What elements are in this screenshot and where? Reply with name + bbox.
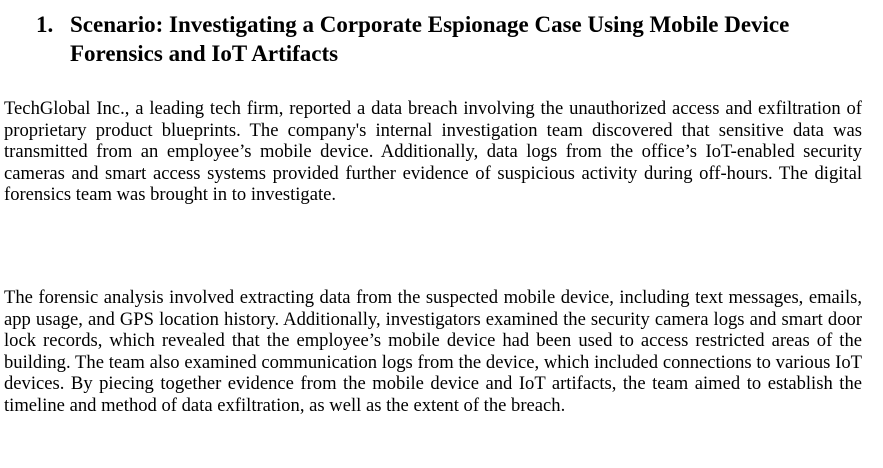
- section-number: 1.: [36, 12, 54, 37]
- section-heading: [36, 10, 856, 68]
- paragraph-intro: TechGlobal Inc., a leading tech firm, reported a data breach involving the unauthorized access and exfiltration of proprietary product blueprints. The company's internal investigation team discovered that sensitive data was transmitted from an employee’s mobile device. Additionally, data logs from the office’s IoT-enabled security cameras and smart access systems provided further evidence of suspicious activity during off-hours. The digital forensics team was brought in to investigate.: [4, 98, 862, 206]
- section-title: Scenario: Investigating a Corporate Espionage Case Using Mobile Device Forensics and IoT Artifacts: [70, 12, 790, 66]
- paragraph-analysis: The forensic analysis involved extracting data from the suspected mobile device, including text messages, emails, app usage, and GPS location history. Additionally, investigators examined the security camera logs and smart door lock records, which revealed that the employee’s mobile device had been used to access restricted areas of the building. The team also examined communication logs from the device, which included connections to various IoT devices. By piecing together evidence from the mobile device and IoT artifacts, the team aimed to establish the timeline and method of data exfiltration, as well as the extent of the breach.: [4, 287, 862, 416]
